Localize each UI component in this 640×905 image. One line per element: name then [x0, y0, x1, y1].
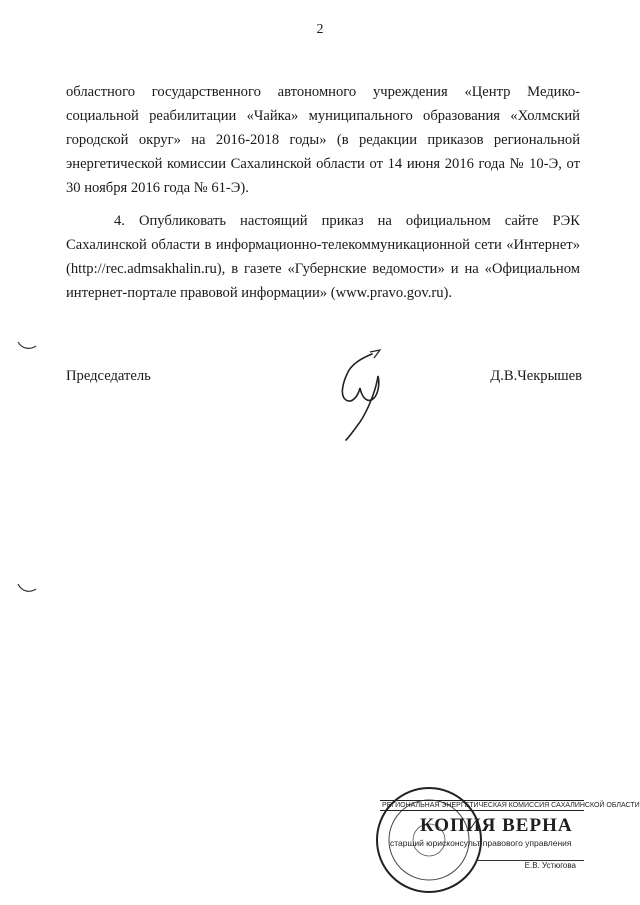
handwritten-signature [322, 348, 392, 443]
scan-mark [16, 340, 38, 352]
signer-title: Председатель [66, 368, 151, 384]
paragraph-continuation: областного государственного автономного учреждения «Центр Медико-социальной реабилитации «Чайка» муниципального образования «Холмский городской округ» на 2016-2018 годы» (в редакции приказов региональной энергетической комиссии Сахалинской области от 14 июня 2016 года № 10-Э, от 30 ноября 2016 года № 61-Э). [66, 84, 580, 196]
paragraph-item-4: 4. Опубликовать настоящий приказ на официальном сайте РЭК Сахалинской области в информационно-телекоммуникационной сети «Интернет» (http://rec.admsakhalin.ru), в газете «Губернские ведомости» и на «Официальном интернет-портале правовой информации» (www.pravo.gov.ru). [66, 213, 580, 301]
signer-name: Д.В.Чекрышев [490, 368, 582, 384]
stamp-signer: Е.В. Устюгова [476, 860, 584, 870]
stamp-title: КОПИЯ ВЕРНА [420, 815, 573, 836]
certified-copy-stamp [376, 790, 640, 895]
page-number: 2 [316, 22, 324, 37]
scan-mark [16, 582, 38, 596]
stamp-position: старший юрисконсульт правового управления [390, 838, 572, 848]
stamp-org-line: РЕГИОНАЛЬНАЯ ЭНЕРГЕТИЧЕСКАЯ КОМИССИЯ САХАЛИНСКОЙ ОБЛАСТИ [382, 802, 640, 809]
